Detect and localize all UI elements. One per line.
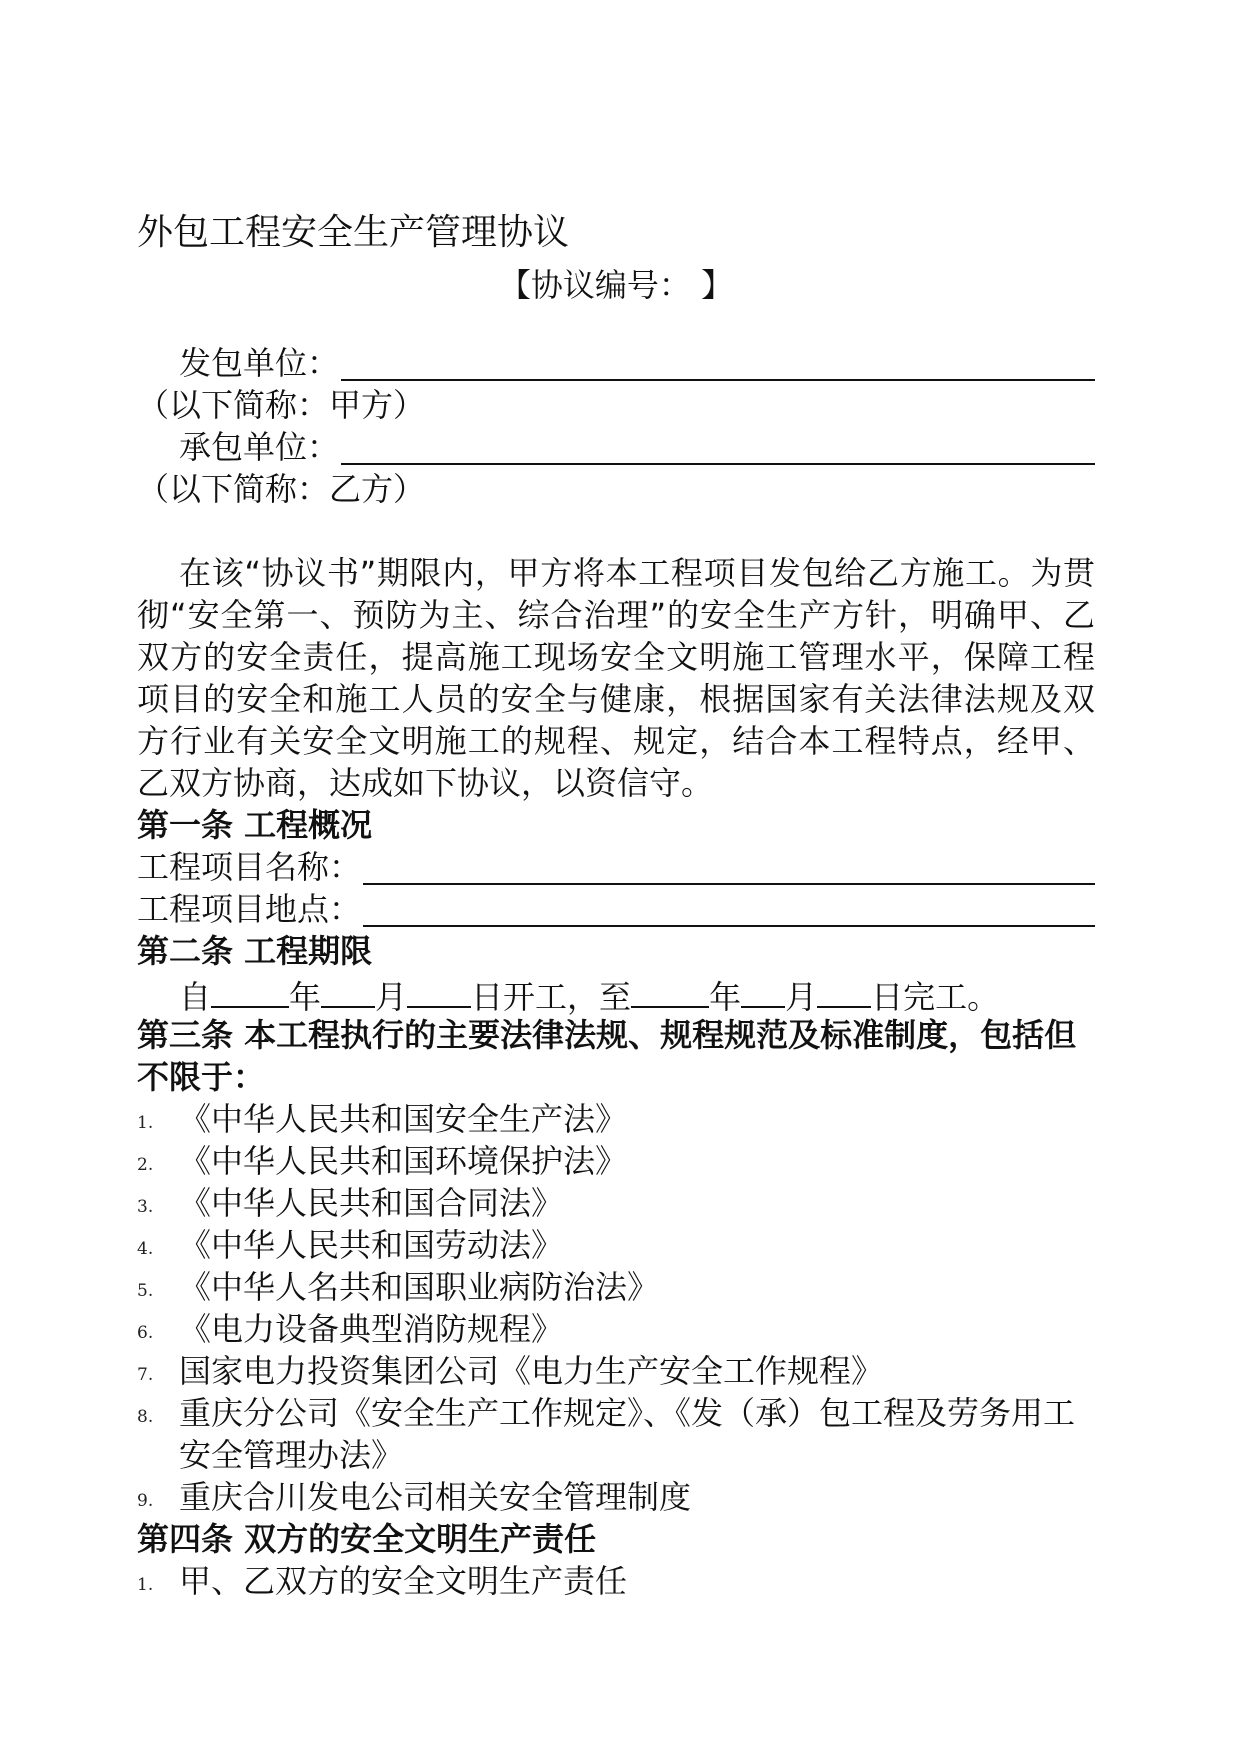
agreement-number: 【协议编号： 】 bbox=[498, 266, 734, 304]
list-item-text: 《中华人民共和国劳动法》 bbox=[179, 1226, 564, 1264]
list-item-text: 国家电力投资集团公司《电力生产安全工作规程》 bbox=[179, 1352, 884, 1390]
list-item-text: 《电力设备典型消防规程》 bbox=[179, 1310, 564, 1348]
article-2-heading: 第二条 工程期限 bbox=[137, 932, 373, 970]
article-4-heading: 第四条 双方的安全文明生产责任 bbox=[137, 1520, 597, 1558]
project-name-blank bbox=[363, 845, 1095, 885]
list-item bbox=[137, 1266, 1095, 1308]
list-item-number: 6. bbox=[137, 1323, 154, 1343]
start-year-label: 年 bbox=[289, 978, 322, 1016]
party-a-note: （以下简称：甲方） bbox=[137, 386, 426, 424]
end-month-blank bbox=[741, 972, 785, 1008]
article-1-heading: 第一条 工程概况 bbox=[137, 806, 373, 844]
start-month-blank bbox=[321, 972, 375, 1008]
list-item-text: 《中华人民共和国安全生产法》 bbox=[179, 1100, 628, 1138]
list-item-number: 5. bbox=[137, 1281, 154, 1301]
project-location-field bbox=[137, 888, 1095, 930]
preamble-paragraph: 在该“协议书”期限内，甲方将本工程项目发包给乙方施工。为贯彻“安全第一、预防为主、综合治理”的安全生产方针，明确甲、乙双方的安全责任，提高施工现场安全文明施工管理水平，保障工程项目的安全和施工人员的安全与健康，根据国家有关法律法规及双方行业有关安全文明施工的规程、规定，结合本工程特点，经甲、乙双方协商，达成如下协议，以资信守。 bbox=[137, 554, 1095, 802]
end-year-label: 年 bbox=[709, 978, 742, 1016]
list-item-number: 3. bbox=[137, 1197, 154, 1217]
list-item-number: 2. bbox=[137, 1155, 154, 1175]
project-period-line bbox=[137, 972, 1095, 1014]
list-item-number: 4. bbox=[137, 1239, 154, 1259]
responsibilities-list bbox=[137, 1560, 1095, 1602]
project-location-label: 工程项目地点： bbox=[137, 890, 362, 928]
list-item-text: 甲、乙双方的安全文明生产责任 bbox=[179, 1562, 628, 1600]
start-day-label: 日开工，至 bbox=[471, 978, 632, 1016]
project-name-label: 工程项目名称： bbox=[137, 848, 362, 886]
end-day-label: 日完工。 bbox=[871, 978, 1000, 1016]
list-item-text: 《中华人民共和国合同法》 bbox=[179, 1184, 564, 1222]
end-month-label: 月 bbox=[785, 978, 818, 1016]
list-item bbox=[137, 1350, 1095, 1392]
article-3-heading: 第三条 本工程执行的主要法律法规、规程规范及标准制度，包括但不限于： bbox=[137, 1016, 1077, 1096]
list-item-number: 8. bbox=[137, 1407, 154, 1427]
regulations-list bbox=[137, 1098, 1095, 1518]
party-a-field bbox=[137, 342, 1095, 384]
party-a-blank bbox=[341, 341, 1095, 381]
party-b-blank bbox=[341, 425, 1095, 465]
list-item bbox=[137, 1140, 1095, 1182]
project-location-blank bbox=[363, 887, 1095, 927]
list-item bbox=[137, 1308, 1095, 1350]
start-year-blank bbox=[211, 972, 289, 1008]
list-item bbox=[137, 1476, 1095, 1518]
list-item bbox=[137, 1392, 1095, 1476]
document-title: 外包工程安全生产管理协议 bbox=[137, 212, 570, 253]
list-item bbox=[137, 1224, 1095, 1266]
party-b-label: 承包单位： bbox=[179, 428, 340, 466]
start-month-label: 月 bbox=[375, 978, 408, 1016]
list-item-number: 1. bbox=[137, 1575, 154, 1595]
list-item bbox=[137, 1182, 1095, 1224]
list-item-text: 重庆分公司《安全生产工作规定》、《发（承）包工程及劳务用工安全管理办法》 bbox=[179, 1394, 1076, 1474]
list-item-number: 1. bbox=[137, 1113, 154, 1133]
project-name-field bbox=[137, 846, 1095, 888]
start-day-blank bbox=[407, 972, 471, 1008]
party-a-label: 发包单位： bbox=[179, 344, 340, 382]
party-b-field bbox=[137, 426, 1095, 468]
list-item bbox=[137, 1560, 1095, 1602]
period-from: 自 bbox=[179, 978, 212, 1016]
document-body bbox=[137, 208, 1095, 1602]
end-day-blank bbox=[817, 972, 871, 1008]
list-item-number: 9. bbox=[137, 1491, 154, 1511]
list-item bbox=[137, 1098, 1095, 1140]
list-item-number: 7. bbox=[137, 1365, 154, 1385]
list-item-text: 《中华人民共和国环境保护法》 bbox=[179, 1142, 628, 1180]
list-item-text: 《中华人名共和国职业病防治法》 bbox=[179, 1268, 660, 1306]
end-year-blank bbox=[631, 972, 709, 1008]
list-item-text: 重庆合川发电公司相关安全管理制度 bbox=[179, 1478, 692, 1516]
party-b-note: （以下简称：乙方） bbox=[137, 470, 426, 508]
